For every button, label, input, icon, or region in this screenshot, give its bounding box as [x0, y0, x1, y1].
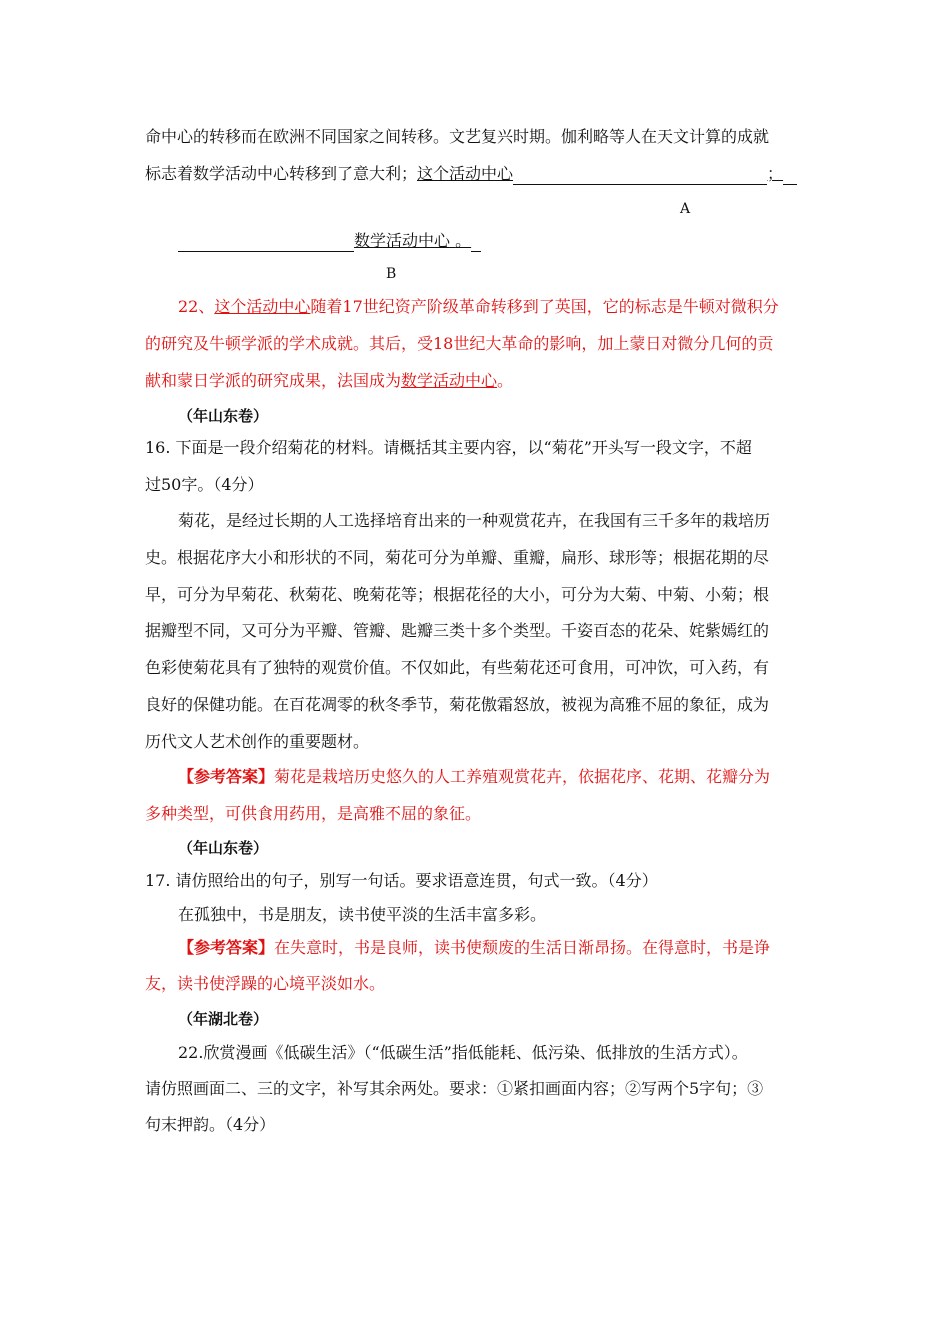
section-header: （年湖北卷）	[178, 1010, 269, 1028]
text-segment: 。	[455, 231, 472, 250]
material-line: 菊花，是经过长期的人工选择培育出来的一种观赏花卉，在我国有三千多年的栽培历	[178, 511, 771, 530]
text-segment: 在失意时，书是良师，读书使颓废的生活日渐昂扬。在得意时，书是诤	[274, 938, 771, 957]
answer-blank	[513, 166, 767, 185]
answer-line	[178, 766, 810, 788]
text-segment: ；	[767, 164, 784, 183]
text-segment: 菊花是栽培历史悠久的人工养殖观赏花卉，依据花序、花期、花瓣分为	[274, 767, 771, 786]
underlined-phrase: 这个活动中心	[214, 297, 311, 316]
text-segment: 献和蒙日学派的研究成果，法国成为	[145, 371, 402, 390]
material-line: 良好的保健功能。在百花凋零的秋冬季节，菊花傲霜怒放，被视为高雅不屈的象征，成为	[145, 695, 770, 714]
material-line: 历代文人艺术创作的重要题材。	[145, 732, 370, 751]
material-line: 色彩使菊花具有了独特的观赏价值。不仅如此，有些菊花还可食用，可冲饮，可入药，有	[145, 658, 770, 677]
text-line	[145, 163, 810, 185]
material-line: 据瓣型不同，又可分为平瓣、管瓣、匙瓣三类十多个类型。千姿百态的花朵、姹紫嫣红的	[145, 621, 770, 640]
answer-line: 的研究及牛顿学派的学术成就。其后，受18世纪大革命的影响，加上蒙日对微分几何的贡	[145, 334, 774, 353]
answer-line	[178, 296, 810, 318]
answer-blank	[178, 233, 354, 252]
text-segment: 22、	[178, 297, 215, 316]
underlined-phrase: 数学活动中心	[401, 371, 498, 390]
example-line: 在孤独中，书是朋友，读书使平淡的生活丰富多彩。	[178, 905, 547, 924]
section-header: （年山东卷）	[178, 839, 269, 857]
question-line: 17. 请仿照给出的句子，别写一句话。要求语意连贯，句式一致。（4分）	[145, 871, 658, 890]
blank-marker-b: B	[386, 266, 397, 282]
reference-answer-label: 【参考答案】	[178, 938, 275, 957]
text-line	[178, 230, 478, 252]
answer-line	[145, 370, 810, 392]
underlined-phrase: 数学活动中心	[354, 231, 451, 250]
answer-line: 友，读书使浮躁的心境平淡如水。	[145, 974, 386, 993]
question-line: 16. 下面是一段介绍菊花的材料。请概括其主要内容，以“菊花”开头写一段文字，不超	[145, 438, 752, 457]
question-line: 句末押韵。（4分）	[145, 1115, 276, 1134]
reference-answer-label: 【参考答案】	[178, 767, 275, 786]
section-header: （年山东卷）	[178, 407, 269, 425]
question-line: 过50字。（4分）	[145, 475, 264, 494]
answer-line	[178, 937, 810, 959]
material-line: 早，可分为早菊花、秋菊花、晚菊花等；根据花径的大小，可分为大菊、中菊、小菊；根	[145, 585, 770, 604]
blank-marker-a: A	[680, 201, 691, 217]
question-line: 请仿照画面二、三的文字，补写其余两处。要求：①紧扣画面内容；②写两个5字句；③	[145, 1079, 764, 1098]
text-segment: 。	[497, 371, 514, 390]
answer-blank	[783, 166, 797, 185]
text-segment: 标志着数学活动中心转移到了意大利；	[145, 164, 418, 183]
text-segment: 随着17世纪资产阶级革命转移到了英国，它的标志是牛顿对微积分	[310, 297, 779, 316]
underlined-phrase: 这个活动中心	[417, 164, 514, 183]
answer-blank	[471, 233, 481, 252]
material-line: 史。根据花序大小和形状的不同，菊花可分为单瓣、重瓣，扁形、球形等；根据花期的尽	[145, 548, 770, 567]
text-line: 命中心的转移而在欧洲不同国家之间转移。文艺复兴时期。伽利略等人在天文计算的成就	[145, 127, 770, 146]
answer-line: 多种类型，可供食用药用，是高雅不屈的象征。	[145, 804, 482, 823]
question-line: 22.欣赏漫画《低碳生活》（“低碳生活”指低能耗、低污染、低排放的生活方式）。	[178, 1043, 748, 1062]
